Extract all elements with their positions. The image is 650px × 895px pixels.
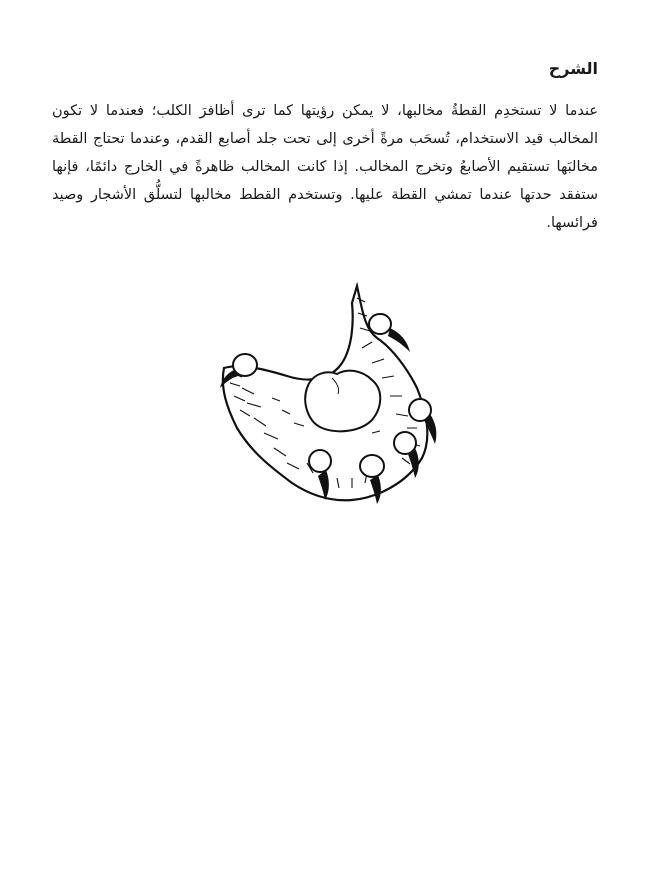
explanation-paragraph: عندما لا تستخدِم القطةُ مخالبها، لا يمكن رؤيتها كما ترى أظافرَ الكلب؛ فعندما لا تكون المخالب قيد الاستخدام، تُسحَب مرةً أخرى إلى تحت جلد أصابع القدم، وعندما تحتاج القطة مخالبَها تستقيم الأصابعُ وتخرج المخالب. إذا كانت المخالب ظاهرةً في الخارج دائمًا، فإنها ستفقد حدتها عندما تمشي القطة عليها. وتستخدم القطط مخالبها لتسلُّق الأشجار وصيد فرائسها. xyxy=(52,103,598,231)
cat-paw-with-claws-icon xyxy=(212,278,442,508)
section-heading: الشرح xyxy=(548,59,598,78)
cat-paw-illustration xyxy=(212,278,442,508)
